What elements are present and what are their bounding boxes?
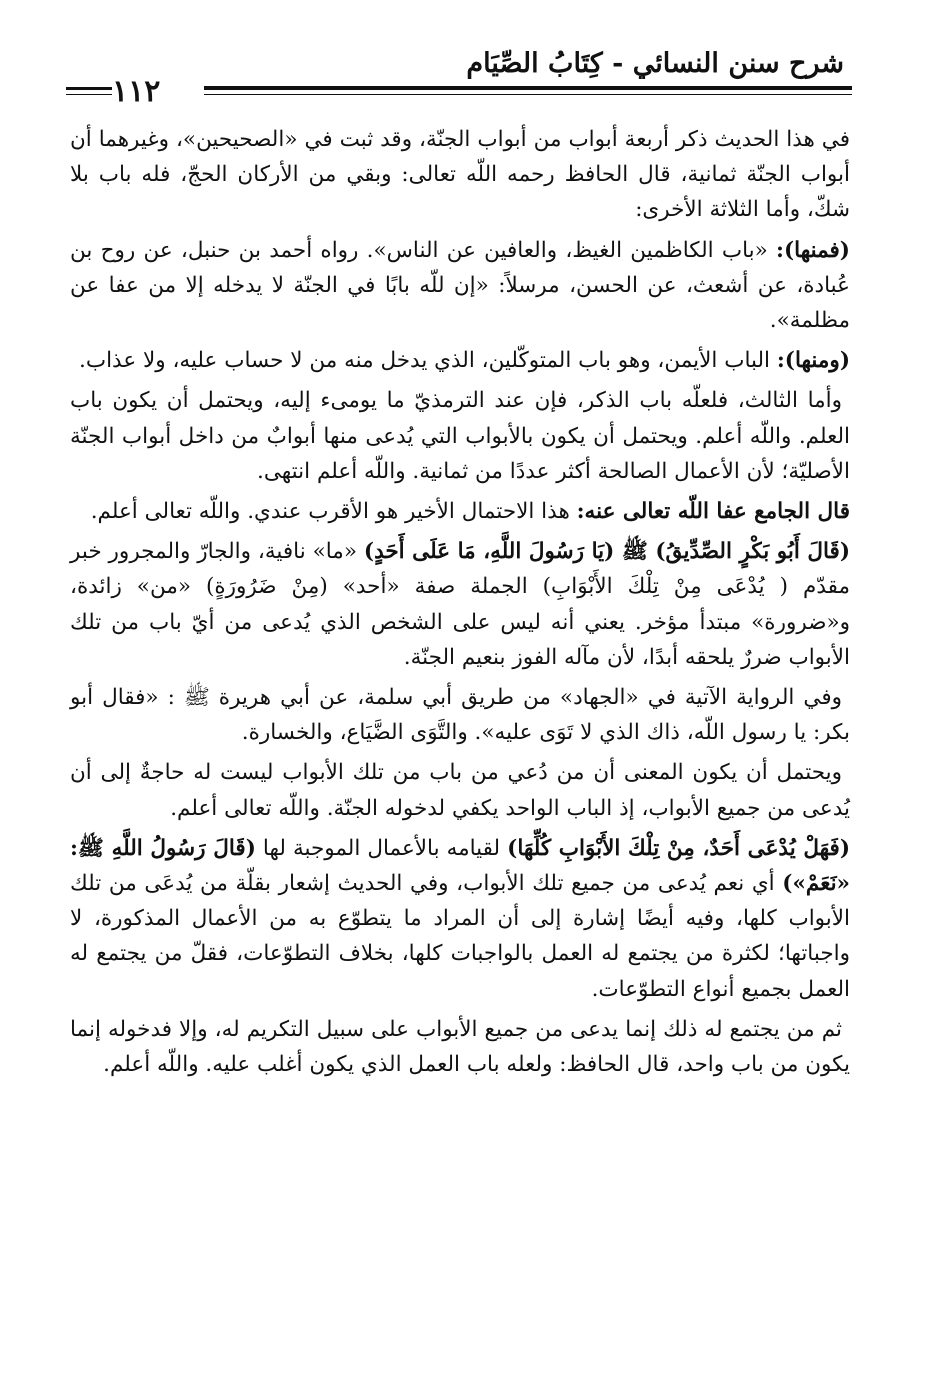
paragraph-3-lead: (ومنها):: [776, 348, 850, 374]
paragraph-7: [70, 680, 850, 750]
paragraph-7-text: وفي الرواية الآتية في «الجهاد» من طريق أبي سلمة، عن أبي هريرة ﷺ : «فقال أبو بكر: يا رسول اللّه، ذاك الذي لا تَوَى عليه». والتَّوَى الضَّيَاع، والخسارة.: [70, 685, 850, 746]
paragraph-3-text: الباب الأيمن، وهو باب المتوكّلين، الذي يدخل منه من لا حساب عليه، ولا عذاب.: [79, 348, 777, 374]
paragraph-2-text: «باب الكاظمين الغيظ، والعافين عن الناس». رواه أحمد بن حنبل، عن روح بن عُبادة، عن أشعث، عن الحسن، مرسلاً: «إن للّه بابًا في الجنّة لا يدخله إلا من عفا عن مظلمة».: [70, 237, 850, 334]
paragraph-4: [70, 383, 850, 489]
paragraph-9-lead: (فَهَلْ يُدْعَى أَحَدٌ، مِنْ تِلْكَ الأَبْوَابِ كُلِّهَا): [507, 835, 850, 861]
paragraph-9-mid: لقيامه بالأعمال الموجبة لها: [255, 835, 508, 861]
paragraph-6: [70, 534, 850, 675]
paragraph-2-lead: (فمنها):: [776, 237, 850, 263]
paragraph-6-lead: (قَالَ أَبُو بَكْرٍ الصِّدِّيقُ) ﷺ (يَا رَسُولَ اللَّهِ، مَا عَلَى أَحَدٍ): [363, 539, 850, 565]
header-rule-left-thick: [66, 87, 112, 90]
paragraph-8: [70, 755, 850, 825]
header-rule-left-thin: [66, 94, 112, 95]
paragraph-5: [70, 494, 850, 529]
paragraph-1-text: في هذا الحديث ذكر أربعة أبواب من أبواب الجنّة، وقد ثبت في «الصحيحين»، وغيرهما أن أبواب الجنّة ثمانية، قال الحافظ رحمه اللّه تعالى: وبقي من الأركان الحجّ، فله باب بلا شكّ، وأما الثلاثة الأخرى:: [70, 127, 850, 223]
paragraph-10-text: ثم من يجتمع له ذلك إنما يدعى من جميع الأبواب على سبيل التكريم له، وإلا فدخوله إنما يكون من باب واحد، قال الحافظ: ولعله باب العمل الذي يكون أغلب عليه. واللّه أعلم.: [70, 1016, 850, 1078]
running-title: شرح سنن النسائي - كِتَابُ الصِّيَام: [466, 48, 844, 79]
page-body: [70, 122, 850, 1322]
paragraph-8-text: ويحتمل أن يكون المعنى أن من دُعي من باب من تلك الأبواب ليست له حاجةٌ إلى أن يُدعى من جميع الأبواب، إذ الباب الواحد يكفي لدخوله الجنّة. واللّه تعالى أعلم.: [70, 760, 850, 821]
page-header: [66, 48, 852, 108]
paragraph-10: [70, 1012, 850, 1082]
page-number: ١١٢: [112, 74, 161, 109]
paragraph-9: [70, 831, 850, 1007]
paragraph-3: [70, 343, 850, 378]
header-rule-thick: [204, 86, 852, 90]
paragraph-9-lead-2: (قَالَ رَسُولُ اللَّهِ ﷺ: «نَعَمْ»): [70, 835, 850, 897]
paragraph-5-text: هذا الاحتمال الأخير هو الأقرب عندي. واللّه تعالى أعلم.: [90, 499, 577, 525]
header-rule-thin: [204, 94, 852, 95]
paragraph-1: [70, 122, 850, 228]
paragraph-5-lead: قال الجامع عفا اللّه تعالى عنه:: [576, 499, 850, 525]
paragraph-9-text: أي نعم يُدعى من جميع تلك الأبواب، وفي الحديث إشعار بقلّة من يُدعَى من تلك الأبواب كلها، وفيه أيضًا إشارة إلى أن المراد ما يتطوّع به من الأعمال المذكورة، لا واجباتها؛ لكثرة من يجتمع له العمل بالواجبات كلها، بخلاف التطوّعات، فقلّ من يجتمع له العمل بجميع أنواع التطوّعات.: [70, 871, 850, 1002]
paragraph-4-text: وأما الثالث، فلعلّه باب الذكر، فإن عند الترمذيّ ما يومىء إليه، ويحتمل أن يكون باب العلم. واللّه أعلم. ويحتمل أن يكون بالأبواب التي يُدعى منها أبوابٌ من داخل أبواب الجنّة الأصليّة؛ لأن الأعمال الصالحة أكثر عددًا من ثمانية. واللّه أعلم انتهى.: [70, 388, 850, 484]
paragraph-6-text: «ما» نافية، والجارّ والمجرور خبر مقدّم ( يُدْعَى مِنْ تِلْكَ الأَبْوَابِ) الجملة صفة «أحد» (مِنْ ضَرُورَةٍ) «من» زائدة، و«ضرورة» مبتدأ مؤخر. يعني أنه ليس على الشخص الذي يُدعى من أيّ باب من تلك الأبواب ضررٌ يلحقه أبدًا، لأن مآله الفوز بنعيم الجنّة.: [70, 539, 850, 670]
paragraph-2: [70, 233, 850, 339]
